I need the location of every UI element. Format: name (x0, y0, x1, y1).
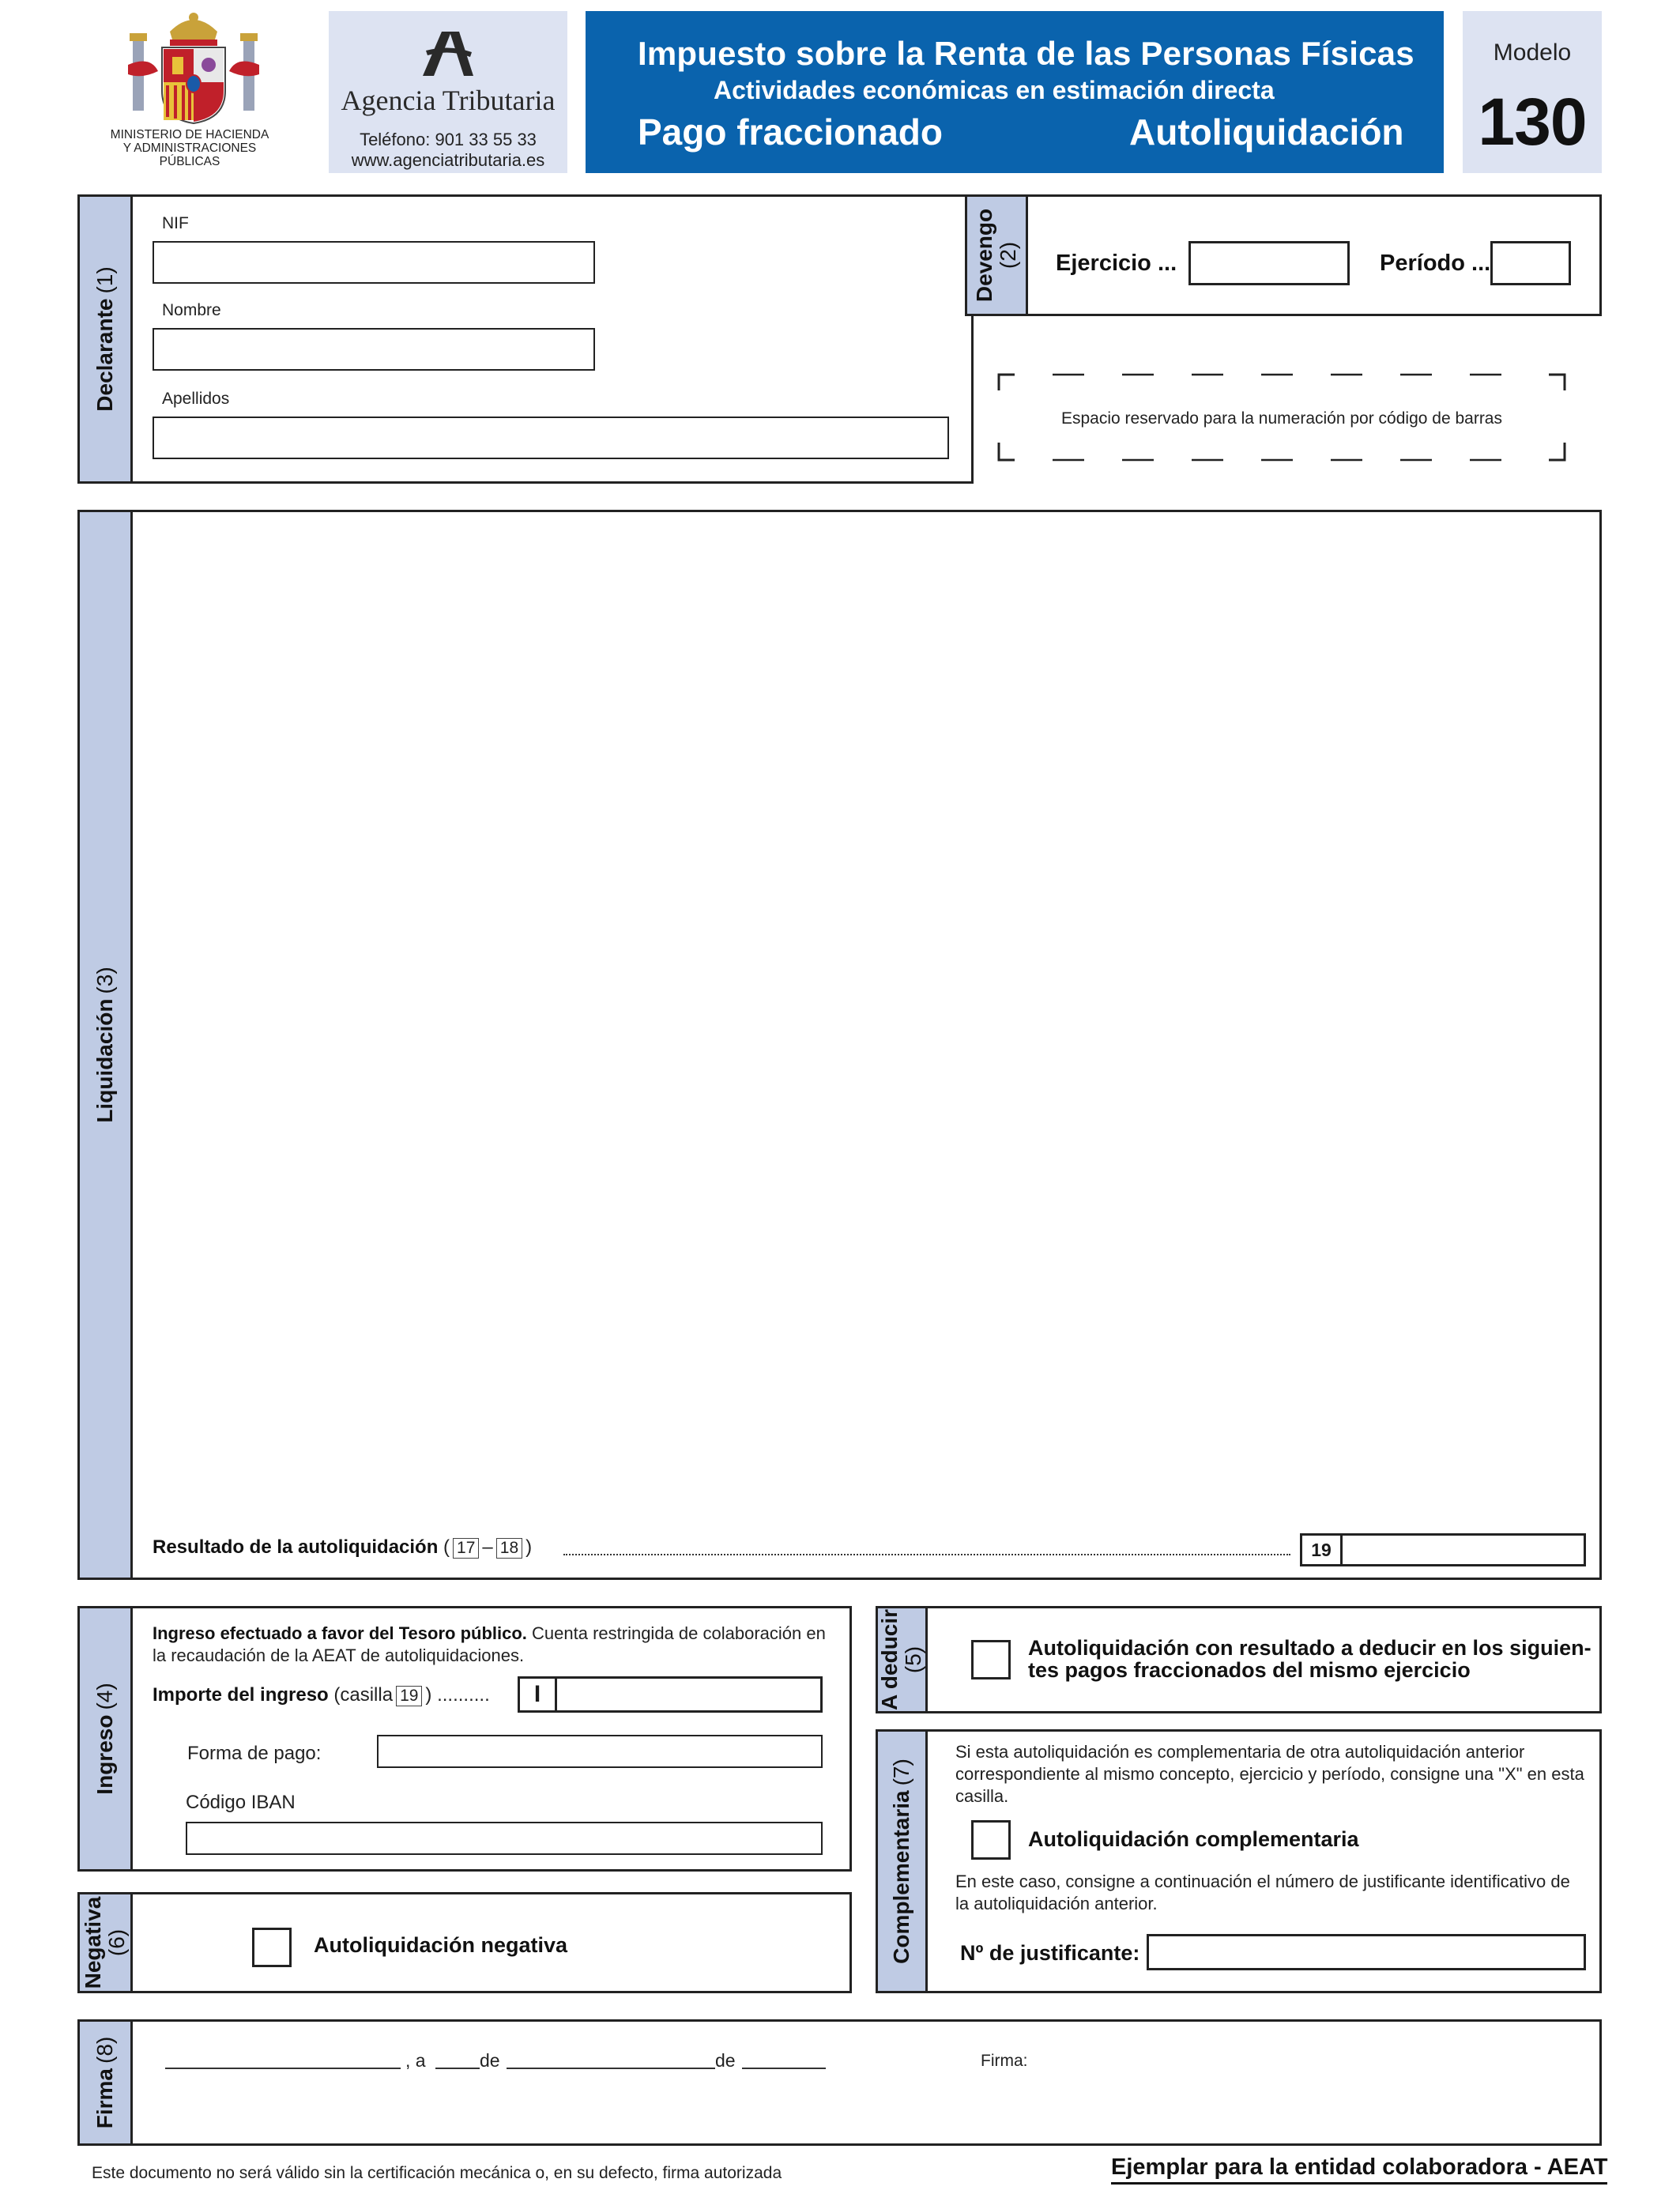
casilla-19-field[interactable] (1300, 1533, 1586, 1566)
firma-section (77, 2019, 1602, 2146)
negativa-checkbox[interactable] (252, 1928, 292, 1967)
importe-prefix: I (520, 1679, 557, 1710)
periodo-field[interactable] (1490, 241, 1571, 285)
casilla-17-ref: 17 (453, 1538, 479, 1559)
complementaria-section (876, 1729, 1602, 1993)
form-subtitle: Actividades económicas en estimación directa (714, 76, 1275, 104)
coat-of-arms-icon (126, 8, 261, 126)
justificante-label: Nº de justificante: (960, 1941, 1140, 1965)
devengo-side-band (967, 197, 1028, 314)
nombre-label: Nombre (162, 301, 221, 319)
complementaria-checkbox[interactable] (971, 1820, 1011, 1860)
liquidacion-section-label: Liquidación(3) (92, 967, 117, 1123)
ejercicio-label: Ejercicio ... (1056, 251, 1177, 276)
negativa-section-label: Negativa (6) (81, 1896, 129, 1989)
importe-field[interactable] (518, 1676, 823, 1713)
firma-de-label-2: de (715, 2050, 736, 2071)
nif-field[interactable] (153, 241, 595, 284)
liquidacion-section (77, 510, 1602, 1580)
firma-side-band (80, 2022, 133, 2143)
a-deducir-label-line-2: tes pagos fraccionados del mismo ejercicio (1028, 1658, 1471, 1682)
complementaria-intro: Si esta autoliquidación es complementaria de otra autoliquidación anterior correspondiente al mismo concepto, ejercicio y período, consigne una "X" en esta casilla. (955, 1742, 1584, 1806)
negativa-section (77, 1892, 852, 1993)
importe-label: Importe del ingreso (153, 1684, 329, 1706)
firma-section-label: Firma(8) (92, 2036, 117, 2129)
validity-note: Este documento no será válido sin la certificación mecánica o, en su defecto, firma autorizada (92, 2164, 782, 2182)
resultado-label: Resultado de la autoliquidación (153, 1536, 439, 1558)
firma-year-line[interactable] (742, 2068, 826, 2069)
forma-pago-label: Forma de pago: (187, 1743, 322, 1764)
ministry-line-2: Y ADMINISTRACIONES (122, 141, 257, 155)
modelo-label: Modelo (1493, 40, 1572, 66)
forma-pago-field[interactable] (377, 1735, 823, 1768)
a-deducir-label (1028, 1637, 1591, 1681)
firma-day-line[interactable] (435, 2068, 480, 2069)
a-deducir-checkbox[interactable] (971, 1640, 1011, 1679)
ejercicio-field[interactable] (1188, 241, 1350, 285)
apellidos-field[interactable] (153, 417, 949, 459)
periodo-label: Período ... (1380, 251, 1491, 276)
complementaria-checkbox-label: Autoliquidación complementaria (1028, 1827, 1359, 1851)
importe-casilla-post: ) .......... (425, 1684, 490, 1706)
ingreso-description (153, 1623, 840, 1667)
ministry-caption (95, 128, 284, 168)
form-type: Autoliquidación (1129, 111, 1404, 153)
agency-logo-icon (418, 28, 477, 79)
resultado-paren-open: ( (443, 1536, 450, 1558)
firma-label: Firma: (981, 2052, 1028, 2070)
agency-name: Agencia Tributaria (341, 85, 556, 116)
firma-month-line[interactable] (507, 2068, 715, 2069)
justificante-field[interactable] (1147, 1934, 1586, 1970)
liquidacion-side-band (80, 512, 133, 1578)
complementaria-side-band (878, 1732, 928, 1991)
agency-website: www.agenciatributaria.es (351, 150, 545, 170)
importe-row (153, 1684, 490, 1706)
ingreso-section (77, 1606, 852, 1872)
importe-casilla-ref: 19 (396, 1686, 422, 1706)
nombre-field[interactable] (153, 328, 595, 371)
complementaria-note: En este caso, consigne a continuación el número de justificante identificativo de la autoliquidación anterior. (955, 1872, 1570, 1913)
agency-panel (329, 11, 567, 173)
resultado-paren-close: ) (525, 1536, 533, 1558)
a-deducir-section (876, 1606, 1602, 1713)
complementaria-section-label: Complementaria(7) (889, 1759, 913, 1964)
ministry-line-1: MINISTERIO DE HACIENDA (110, 128, 269, 141)
declarante-side-band (80, 197, 133, 481)
ingreso-side-band (80, 1608, 133, 1869)
modelo-number: 130 (1478, 85, 1587, 159)
nif-label: NIF (162, 214, 189, 232)
form-kind: Pago fraccionado (638, 111, 943, 153)
firma-a-label: , a (405, 2050, 426, 2071)
ministry-line-3: PÚBLICAS (159, 155, 220, 168)
devengo-section (965, 194, 1602, 316)
negativa-label: Autoliquidación negativa (314, 1933, 568, 1957)
firma-place-line[interactable] (165, 2068, 401, 2069)
barcode-label: Espacio reservado para la numeración por código de barras (1061, 409, 1502, 428)
negativa-side-band (80, 1894, 133, 1991)
a-deducir-side-band (878, 1608, 928, 1711)
resultado-leader-dots (563, 1554, 1290, 1555)
a-deducir-label-line-1: Autoliquidación con resultado a deducir en los siguien- (1028, 1636, 1591, 1660)
form-title-panel (586, 11, 1444, 173)
declarante-section (77, 194, 974, 484)
modelo-panel (1463, 11, 1602, 173)
devengo-section-label: Devengo (2) (972, 208, 1020, 303)
declarante-section-label: Declarante(1) (92, 266, 117, 412)
agency-phone: Teléfono: 901 33 55 33 (360, 130, 537, 149)
ingreso-description-bold: Ingreso efectuado a favor del Tesoro público. (153, 1623, 527, 1643)
form-title: Impuesto sobre la Renta de las Personas Físicas (638, 35, 1414, 72)
casilla-19-number: 19 (1302, 1536, 1343, 1564)
iban-label: Código IBAN (186, 1792, 296, 1813)
copy-label: Ejemplar para la entidad colaboradora - AEAT (1111, 2154, 1607, 2185)
iban-field[interactable] (186, 1822, 823, 1855)
apellidos-label: Apellidos (162, 390, 230, 408)
firma-de-label-1: de (480, 2050, 500, 2071)
a-deducir-section-label: A deducir (5) (877, 1608, 925, 1711)
resultado-row (153, 1536, 532, 1559)
ingreso-description-rest: Cuenta restringida de colaboración en la recaudación de la AEAT de autoliquidaciones. (153, 1623, 826, 1665)
importe-casilla-pre: (casilla (333, 1684, 394, 1706)
ingreso-section-label: Ingreso(4) (92, 1683, 117, 1795)
resultado-minus: – (482, 1536, 493, 1558)
casilla-18-ref: 18 (496, 1538, 522, 1559)
